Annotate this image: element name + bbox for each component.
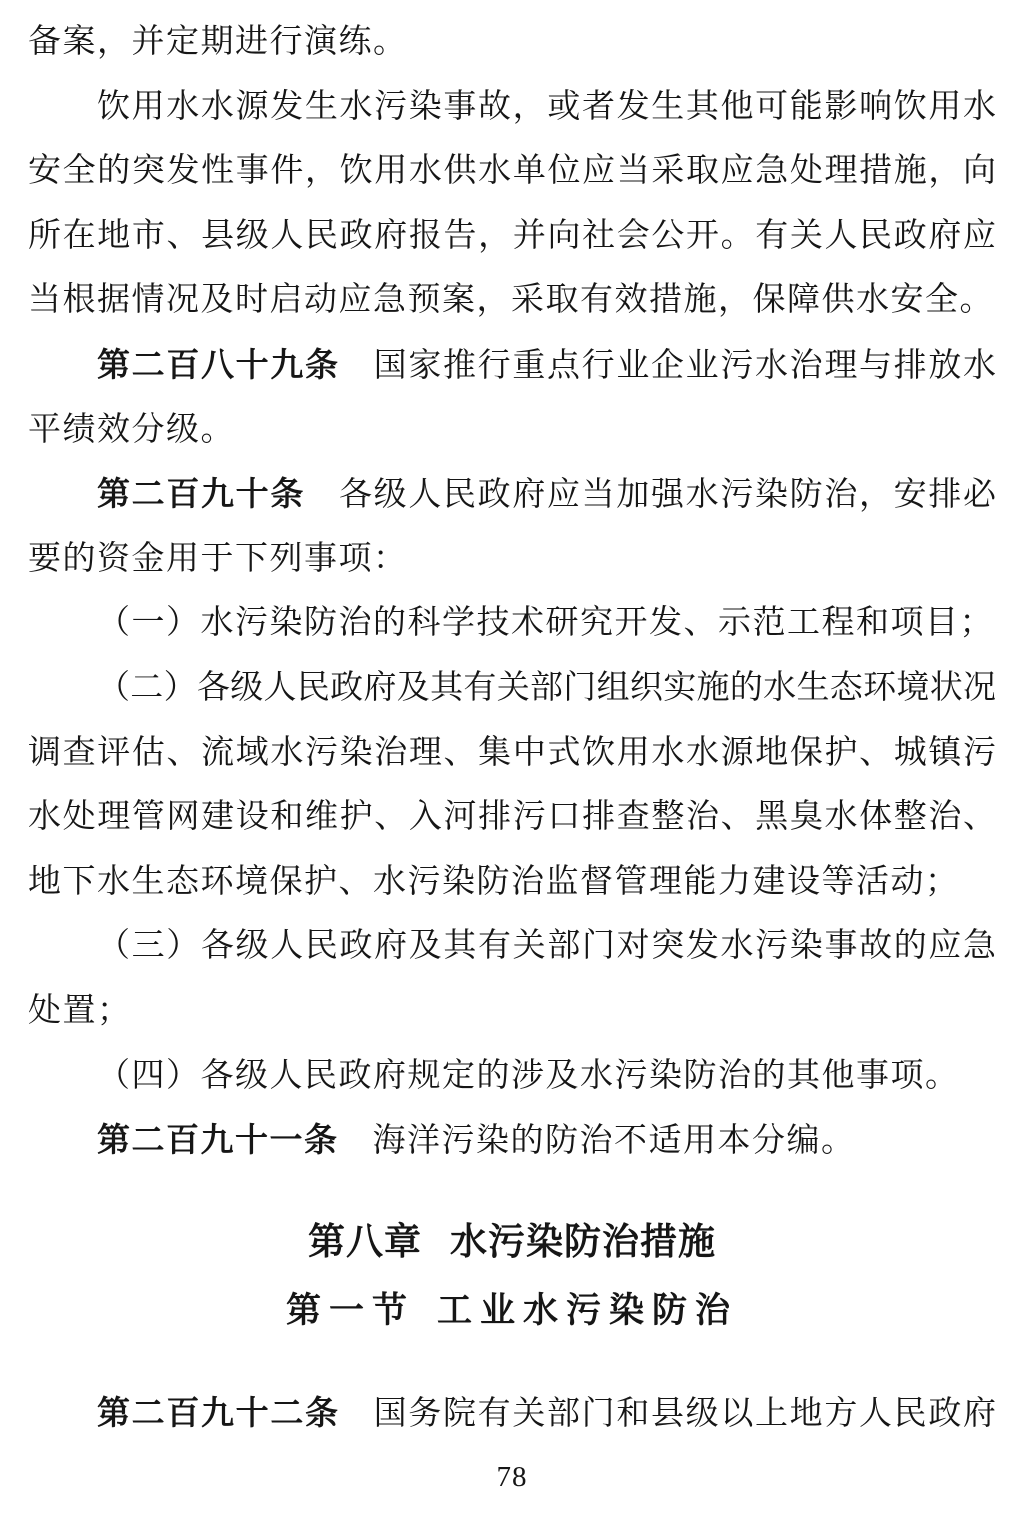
page-number [28,1457,996,1497]
body-line [28,850,996,915]
line-text: 地下水生态环境保护、水污染防治监督管理能力建设等活动； [28,863,960,900]
chapter-number: 第八章 [308,1220,422,1262]
chapter-title: 水污染防治措施 [450,1220,716,1262]
body-line [28,398,996,463]
body-line [28,785,996,850]
body-line [28,979,996,1044]
line-text: 国家推行重点行业企业污水治理与排放水 [373,347,996,384]
body-line-article-289 [28,333,996,398]
line-text: 处置； [28,992,132,1029]
chapter-heading [28,1207,996,1277]
body-line-article-291 [28,1108,996,1173]
line-text: 安全的突发性事件，饮用水供水单位应当采取应急处理措施，向 [28,153,996,190]
body-line [28,721,996,786]
line-text: 海洋污染的防治不适用本分编。 [372,1123,856,1160]
line-text: （四）各级人民政府规定的涉及水污染防治的其他事项。 [97,1057,960,1094]
body-line [28,139,996,204]
article-number-label: 第二百九十条 [97,475,305,513]
body-line-item-3 [28,914,996,979]
body-line-item-2 [28,656,996,721]
body-line-item-4 [28,1044,996,1109]
body-line-article-290 [28,462,996,527]
line-text: 备案，并定期进行演练。 [28,24,408,60]
line-text: 平绩效分级。 [28,411,235,448]
section-title: 工业水污染防治 [437,1290,739,1330]
body-line [28,10,996,75]
line-text: （二）各级人民政府及其有关部门组织实施的水生态环境状况 [97,669,996,706]
article-number-label: 第二百九十二条 [97,1393,340,1431]
body-line-item-1 [28,591,996,656]
line-text: 饮用水水源发生水污染事故，或者发生其他可能影响饮用水 [97,88,996,125]
body-line-article-292 [28,1381,996,1446]
line-text: 各级人民政府应当加强水污染防治，安排必 [339,477,996,514]
body-line [28,268,996,333]
line-text: （一）水污染防治的科学技术研究开发、示范工程和项目； [97,605,994,642]
line-text: （三）各级人民政府及其有关部门对突发水污染事故的应急 [97,928,996,965]
section-number: 第一节 [285,1290,415,1330]
article-number-label: 第二百八十九条 [97,345,340,383]
page-number-text: 78 [496,1461,528,1494]
line-text: 所在地市、县级人民政府报告，并向社会公开。有关人民政府应 [28,217,996,254]
body-line [28,527,996,592]
section-heading [28,1279,996,1343]
line-text: 国务院有关部门和县级以上地方人民政府 [373,1395,996,1432]
body-line [28,204,996,269]
line-text: 调查评估、流域水污染治理、集中式饮用水水源地保护、城镇污 [28,734,996,771]
line-text: 要的资金用于下列事项： [28,540,408,577]
line-text: 当根据情况及时启动应急预案，采取有效措施，保障供水安全。 [28,282,994,319]
body-line [28,75,996,140]
article-number-label: 第二百九十一条 [97,1121,339,1159]
line-text: 水处理管网建设和维护、入河排污口排查整治、黑臭水体整治、 [28,799,996,836]
